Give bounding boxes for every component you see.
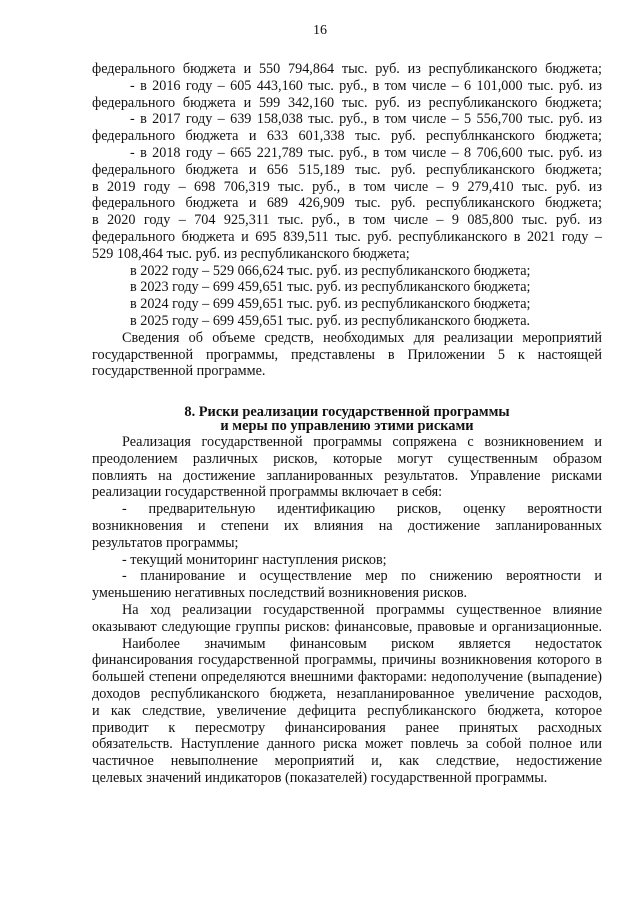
text-line: федерального бюджета и 550 794,864 тыс. руб. из республиканского бюджета;: [92, 61, 602, 77]
text-line: обязательств. Наступление данного риска может повлечь за собой полное или: [92, 736, 602, 753]
text-line: - текущий мониторинг наступления рисков;: [122, 551, 387, 568]
text-line: - в 2018 году – 665 221,789 тыс. руб., в том числе – 8 706,600 тыс. руб. из: [130, 144, 602, 161]
page-number: 16: [313, 23, 327, 38]
text-line: федерального бюджета и 695 839,511 тыс. руб. республиканского в 2021 году –: [92, 228, 602, 245]
text-line: частичное невыполнение мероприятий и, как следствие, недостижение: [92, 753, 602, 770]
text-line: - предварительную идентификацию рисков, оценку вероятности: [122, 501, 602, 518]
text-line: в 2019 году – 698 706,319 тыс. руб., в том числе – 9 279,410 тыс. руб. из: [92, 178, 602, 195]
text-line: результатов программы;: [92, 534, 239, 551]
text-line: Реализация государственной программы сопряжена с возникновением и: [122, 434, 602, 450]
budget-paragraphs: [92, 61, 602, 380]
heading-line: и меры по управлению этими рисками: [220, 418, 474, 434]
risks-paragraphs: [92, 434, 602, 787]
text-line: реализации государственной программы включает в себя:: [92, 484, 443, 501]
section-heading: [92, 405, 602, 433]
text-line: приводит к пересмотру финансирования ранее принятых расходных: [92, 719, 602, 736]
text-line: На ход реализации государственной программы существенное влияние: [122, 601, 602, 618]
text-line: в 2022 году – 529 066,624 тыс. руб. из республиканского бюджета;: [130, 262, 531, 279]
text-line: уменьшению негативных последствий возникновения рисков.: [92, 585, 468, 602]
text-line: - в 2017 году – 639 158,038 тыс. руб., в том числе – 5 556,700 тыс. руб. из: [130, 111, 602, 128]
text-line: преодолением различных рисков, которые могут существенным образом: [92, 450, 602, 467]
text-line: федерального бюджета и 599 342,160 тыс. руб. из республиканского бюджета;: [92, 94, 602, 111]
text-line: федерального бюджета и 633 601,338 тыс. руб. республнканского бюджета;: [92, 128, 602, 145]
text-line: в 2023 году – 699 459,651 тыс. руб. из республиканского бюджета;: [130, 279, 531, 296]
text-line: в 2020 году – 704 925,311 тыс. руб., в том числе – 9 085,800 тыс. руб. из: [92, 212, 602, 229]
text-line: федерального бюджета и 689 426,909 тыс. руб. республиканского бюджета;: [92, 195, 602, 212]
text-line: - в 2016 году – 605 443,160 тыс. руб., в том числе – 6 101,000 тыс. руб. из: [130, 77, 602, 94]
text-line: Наиболее значимым финансовым риском является недостаток: [122, 635, 602, 652]
text-line: Сведения об объеме средств, необходимых для реализации мероприятий: [122, 329, 602, 346]
text-line: доходов республиканского бюджета, незапланированное увеличение расходов,: [92, 685, 602, 702]
text-line: государственной программе.: [92, 363, 266, 380]
text-line: большей степени определяются внешними факторами: недополучение (выпадение): [92, 669, 602, 686]
text-line: и как следствие, увеличение дефицита республиканского бюджета, которое: [92, 702, 602, 719]
text-line: целевых значений индикаторов (показателей) государственной программы.: [92, 769, 548, 786]
text-line: в 2025 году – 699 459,651 тыс. руб. из республиканского бюджета.: [130, 312, 531, 329]
text-line: 529 108,464 тыс. руб. из республиканского бюджета;: [92, 245, 410, 262]
heading-line: 8. Риски реализации государственной программы: [184, 404, 510, 420]
text-line: оказывают следующие группы рисков: финансовые, правовые и организационные.: [92, 618, 602, 635]
text-line: - планирование и осуществление мер по снижению вероятности и: [122, 568, 602, 585]
text-line: финансирования государственной программы, причины возникновения которого в: [92, 652, 602, 669]
text-line: возникновения и степени их влияния на достижение запланированных: [92, 517, 602, 534]
text-line: государственной программы, представлены в Приложении 5 к настоящей: [92, 346, 602, 363]
text-line: федерального бюджета и 656 515,189 тыс. руб. республиканского бюджета;: [92, 161, 602, 178]
text-line: повлиять на достижение запланированных результатов. Управление рисками: [92, 467, 602, 484]
text-line: в 2024 году – 699 459,651 тыс. руб. из республиканского бюджета;: [130, 296, 531, 313]
